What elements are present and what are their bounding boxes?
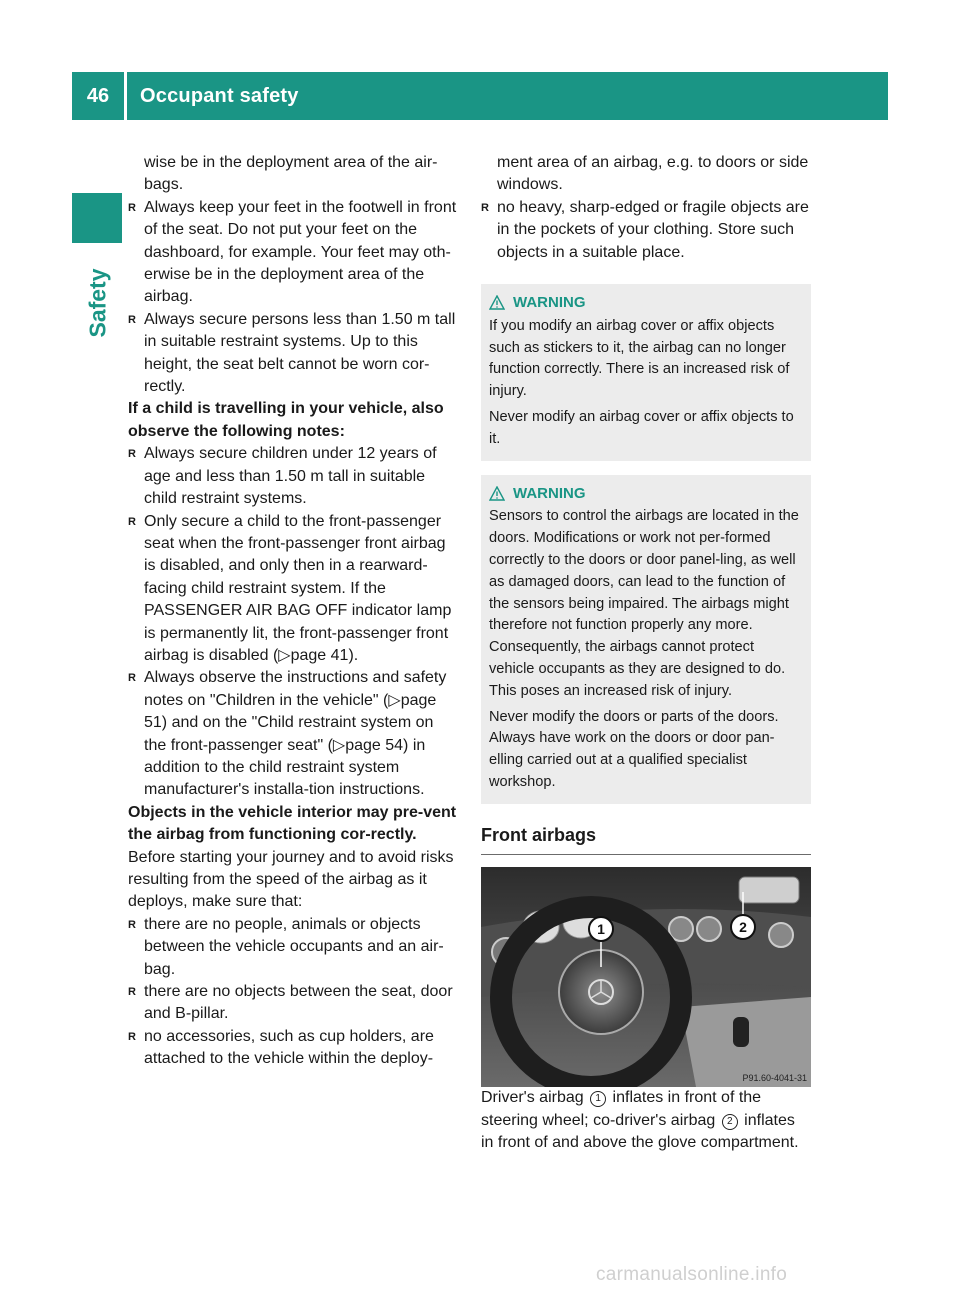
list-item: R there are no objects between the seat, door and B-pillar.	[128, 983, 453, 1023]
side-tab	[82, 258, 114, 348]
page-ref-arrow-icon: ▷	[332, 736, 346, 754]
gear-shift	[733, 1017, 749, 1047]
warning-box	[481, 475, 811, 804]
left-column	[128, 152, 460, 1071]
list-item: R Always secure persons less than 1.50 m tall in suitable restraint systems. Up to this height, the seat belt cannot be worn cor-rectly.	[128, 310, 456, 396]
warning-header	[489, 292, 803, 314]
warning-triangle-icon	[489, 486, 505, 501]
objects-paragraph: Objects in the vehicle interior may pre-vent the airbag from functioning cor-rectly. Before starting your journey and to avoid risks resulting from the speed of the airbag as it deploys, make sure that:	[128, 803, 457, 911]
page-reference-link[interactable]: page 51	[144, 691, 437, 732]
warning-box	[481, 284, 811, 461]
child-notes-heading: If a child is travelling in your vehicle, also observe the following notes:	[128, 400, 444, 440]
warning-text: If you modify an airbag cover or affix objects such as stickers to it, the airbag can no longer function correctly. There is an increased risk of injury.	[489, 317, 790, 400]
continued-paragraph: ment area of an airbag, e.g. to doors or side windows.	[497, 154, 809, 194]
bullet-icon: R	[128, 1030, 136, 1043]
page-reference-link[interactable]: page 41	[290, 646, 349, 664]
chapter-title: Occupant safety	[140, 84, 299, 107]
callout-1-icon: 1	[590, 1091, 606, 1107]
list-item: R no accessories, such as cup holders, are attached to the vehicle within the deploy-	[128, 1027, 434, 1068]
warning-triangle-icon	[489, 295, 505, 310]
side-tab-label: Safety	[84, 268, 111, 338]
list-item: R Only secure a child to the front-passenger seat when the front-passenger front airbag is disabled, and only then in a rearward-facing child restraint system. If the PASSENGER AIR BAG OFF indicator lamp is permanently lit, the front-passenger front airbag is disabled (▷page 41).	[128, 512, 452, 664]
continued-paragraph: wise be in the deployment area of the air-bags.	[144, 154, 438, 194]
bullet-icon: R	[481, 201, 489, 214]
list-item: R Always keep your feet in the footwell in front of the seat. Do not put your feet on the dashboard, for example. Your feet may oth-erwise be in the deployment area of the airbag.	[128, 198, 457, 306]
bullet-icon: R	[128, 672, 136, 685]
warning-text: Sensors to control the airbags are located in the doors. Modifications or work not per-formed correctly to the doors or door panel-ling, as well as damaged doors, can lead to the function of the sensors being impaired. The airbags might therefore not function properly any more. Consequently, the airbags cannot protect vehicle occupants as they are designed to do. This poses an increased risk of injury.	[489, 508, 799, 699]
bullet-icon: R	[128, 918, 136, 931]
warning-header	[489, 483, 803, 505]
list-item: R Always secure children under 12 years of age and less than 1.50 m tall in suitable child restraint systems.	[128, 445, 437, 508]
warning-title: WARNING	[513, 484, 586, 502]
callout-2-icon: 2	[722, 1114, 738, 1130]
callout-1-label: 1	[597, 921, 605, 938]
callout-2-label: 2	[739, 919, 747, 936]
header-divider	[124, 72, 127, 120]
warning-title: WARNING	[513, 294, 586, 312]
co-driver-airbag-area	[739, 877, 799, 903]
page-number: 46	[86, 84, 110, 107]
page-reference-link[interactable]: page 54	[345, 736, 404, 754]
bullet-icon: R	[128, 515, 136, 528]
watermark: carmanualsonline.info	[596, 1264, 788, 1285]
list-item: R Always observe the instructions and safety notes on "Children in the vehicle" (▷page 51) and on the "Child restraint system on the front-passenger seat" (▷page 54) in addition to the child restraint system manufacturer's installa-tion instructions.	[128, 669, 447, 799]
air-vent	[697, 917, 721, 941]
air-vent	[769, 923, 793, 947]
air-vent	[669, 917, 693, 941]
objects-heading: Objects in the vehicle interior may pre-vent the airbag from functioning cor-rectly.	[128, 803, 457, 844]
page-ref-arrow-icon: ▷	[278, 646, 291, 664]
bullet-icon: R	[128, 448, 136, 461]
bullet-icon: R	[128, 313, 136, 326]
list-item: R no heavy, sharp-edged or fragile objects are in the pockets of your clothing. Store such objects in a suitable place.	[481, 198, 809, 261]
section-title: Front airbags	[481, 824, 811, 855]
figure-caption: Driver's airbag 1 inflates in front of the steering wheel; co-driver's airbag 2 inflates in front of and above the glove compartment.	[481, 1089, 799, 1151]
airbag-photo	[481, 867, 811, 1087]
list-item: R there are no people, animals or objects between the vehicle occupants and an air-bag.	[128, 915, 444, 978]
warning-text: Never modify an airbag cover or affix objects to it.	[489, 409, 794, 447]
right-column	[481, 152, 811, 1154]
bullet-icon: R	[128, 201, 136, 214]
side-tab-marker	[72, 193, 122, 243]
bullet-icon: R	[128, 986, 136, 999]
figure-code: P91.60-4041-31	[742, 1073, 807, 1084]
page-ref-arrow-icon: ▷	[388, 691, 401, 709]
warning-text: Never modify the doors or parts of the doors. Always have work on the doors or door pan-elling carried out at a qualified specialist workshop.	[489, 708, 779, 790]
